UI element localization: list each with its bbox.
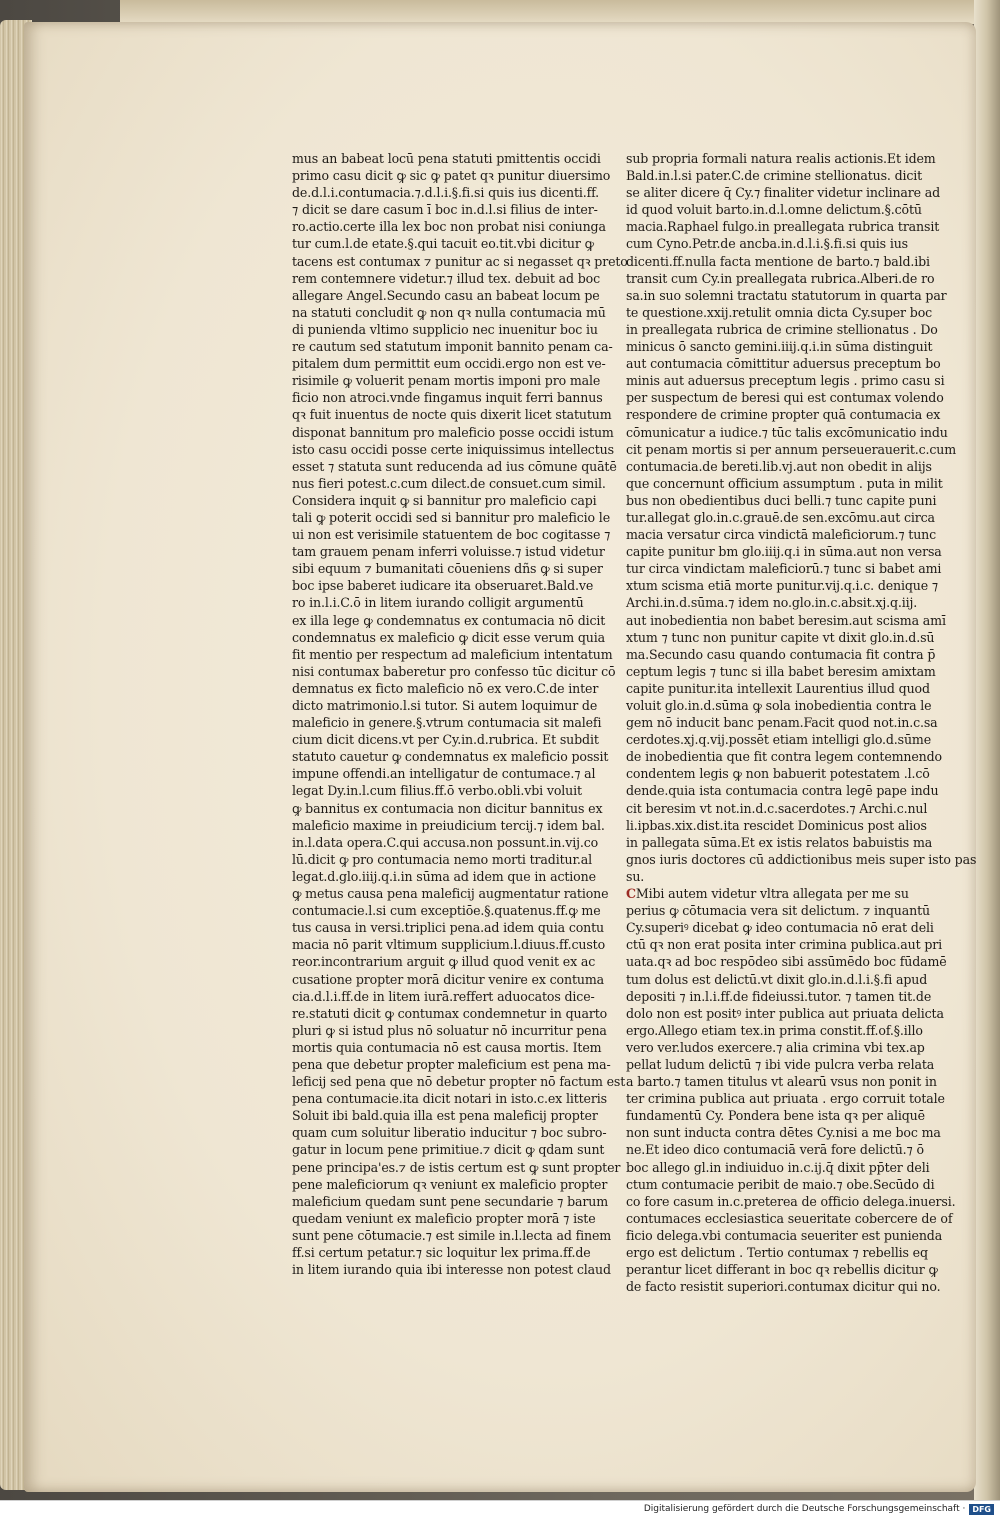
right-column-line: [626, 1193, 956, 1210]
left-column-line: [292, 902, 601, 919]
left-column-line-text: isto casu occidi posse certe iniquissimus intellectus: [292, 441, 614, 457]
right-column-line: [626, 851, 977, 868]
right-column-line: [626, 612, 946, 629]
left-column-line: [292, 612, 606, 629]
left-column-line: [292, 1124, 607, 1141]
left-column-line-text: cia.d.l.i.ff.de in litem iurā.reffert aduocatos dice-: [292, 988, 595, 1004]
right-column-line: [626, 287, 947, 304]
left-column-line-text: ex illa lege ꝙ condemnatus ex contumacia nō dicit: [292, 612, 606, 628]
right-column-line-text: pellat ludum delictū ⁊ ibi vide pulcra verba relata: [626, 1056, 935, 1072]
right-column-line-text: aut contumacia cōmittitur aduersus preceptum bo: [626, 356, 941, 372]
right-column-line: [626, 1227, 943, 1244]
left-column-line: [292, 389, 603, 406]
left-column-line: [292, 270, 600, 287]
right-column-line-text: minis aut aduersus preceptum legis . primo casu si: [626, 373, 945, 389]
right-column-line-text: voluit glo.in.d.sūma ꝙ sola inobedientia contra le: [626, 698, 932, 713]
left-column-line: [292, 218, 606, 235]
left-column-line-text: tacens est contumax ⁊ punitur ac si negasset qꝛ preto: [292, 253, 628, 269]
right-column-line: [626, 321, 938, 338]
left-column-line: [292, 321, 598, 338]
footer-credit: Digitalisierung gefördert durch die Deutsche Forschungsgemeinschaft ·: [643, 1504, 966, 1514]
right-column-line-text: capite punitur bm glo.iiij.q.i in sūma.aut non versa: [626, 544, 942, 560]
left-column-line: [292, 868, 596, 885]
left-column-line: [292, 748, 609, 765]
right-column-line-text: non sunt inducta contra dētes Cy.nisi a me boc ma: [626, 1125, 941, 1141]
left-column-line: [292, 1056, 611, 1073]
left-column-line: [292, 1141, 605, 1158]
right-column-line-text: macia versatur circa vindictā maleficiorum.⁊ tunc: [626, 527, 937, 543]
right-column-line: [626, 543, 942, 560]
right-column-line-text: sub propria formali natura realis actionis.Et idem: [626, 151, 936, 166]
left-column-line-text: pitalem dum permittit eum occidi.ergo non est ve-: [292, 356, 606, 372]
right-column-line: [626, 475, 943, 492]
right-column-line-text: cum Cyno.Petr.de ancba.in.d.l.i.§.fi.si quis ius: [626, 236, 908, 252]
left-column-line: [292, 441, 614, 458]
left-column-line-text: rem contemnere videtur.⁊ illud tex. debuit ad boc: [292, 270, 600, 286]
right-column-line: [626, 1090, 945, 1107]
right-column-line-text: tum dolus est delictū.vt dixit glo.in.d.l.i.§.fi apud: [626, 971, 928, 987]
left-column-line: [292, 834, 599, 851]
right-column-line-text: in preallegata rubrica de crimine stellionatus . Do: [626, 321, 938, 337]
right-column-line-text: macia.Raphael fulgo.in preallegata rubrica transit: [626, 219, 940, 235]
left-column-line-text: disponat bannitum pro maleficio posse occidi istum: [292, 424, 614, 440]
right-column-line-text: cit penam mortis si per annum perseuerauerit.c.cum: [626, 441, 957, 457]
left-column-line-text: ui non est verisimile statuentem de boc cogitasse ⁊: [292, 527, 611, 543]
page-top-edge: [120, 0, 1000, 24]
left-column-line-text: ro.actio.certe illa lex boc non probat nisi coniunga: [292, 219, 606, 235]
left-column-line: [292, 1261, 611, 1278]
left-column-line-text: boc ipse baberet iudicare ita obseruaret.Bald.ve: [292, 578, 594, 594]
right-column-line-text: ergo.Allego etiam tex.in prima constit.ff.of.§.illo: [626, 1022, 923, 1038]
right-column-line-text: Archi.in.d.sūma.⁊ idem no.glo.in.c.absit.xj.q.iij.: [626, 595, 918, 611]
right-column-line: [626, 1176, 935, 1193]
right-column-line-text: dicenti.ff.nulla facta mentione de barto.⁊ bald.ibi: [626, 253, 930, 269]
left-column-line: [292, 731, 599, 748]
right-column-line-text: Cy.superiꝰ dicebat ꝙ ideo contumacia nō erat deli: [626, 920, 934, 936]
text-column-left: [292, 150, 628, 1278]
right-column-line: [626, 441, 957, 458]
right-column-line-text: dolo non est positꝰ inter publica aut priuata delicta: [626, 1005, 944, 1021]
right-column-line-text: uata.qꝛ ad boc respōdeo sibi assūmēdo boc fūdamē: [626, 954, 947, 970]
right-column-line-text: ceptum legis ⁊ tunc si illa babet beresim amixtam: [626, 663, 936, 679]
right-column-line-text: fundamentū Cy. Pondera bene ista qꝛ per aliquē: [626, 1108, 925, 1124]
right-column-line: [626, 714, 938, 731]
left-column-line-text: maleficio in genere.§.vtrum contumacia sit malefi: [292, 715, 602, 731]
right-column-line: [626, 1005, 944, 1022]
right-column-line: [626, 800, 928, 817]
footer-bar: [0, 1500, 1000, 1517]
left-column-line-text: in litem iurando quia ibi interesse non potest claud: [292, 1262, 611, 1278]
left-column-line: [292, 150, 601, 167]
right-column-line: [626, 201, 922, 218]
left-column-line-text: in.l.data opera.C.qui accusa.non possunt.in.vij.co: [292, 834, 599, 850]
dfg-logo: DFG: [969, 1504, 994, 1515]
left-column-line: [292, 201, 598, 218]
left-column-line: [292, 1073, 626, 1090]
left-column-line-text: condemnatus ex maleficio ꝙ dicit esse verum quia: [292, 629, 605, 645]
left-column-line-text: tur cum.l.de etate.§.qui tacuit eo.tit.vbi dicitur ꝙ: [292, 236, 594, 252]
left-column-line: [292, 577, 594, 594]
left-column-line-text: allegare Angel.Secundo casu an babeat locum pe: [292, 287, 600, 303]
right-column-line: [626, 902, 930, 919]
right-column-line: [626, 458, 932, 475]
right-column-line-text: sa.in suo solemni tractatu statutorum in quarta par: [626, 287, 947, 303]
left-column-line: [292, 1227, 612, 1244]
right-column-line: [626, 731, 932, 748]
right-column-line: [626, 372, 945, 389]
left-column-line-text: di punienda vltimo supplicio nec inuenitur boc iu: [292, 321, 598, 337]
right-column-line: [626, 697, 932, 714]
right-column-line-text: a barto.⁊ tamen titulus vt alearū vsus non ponit in: [626, 1074, 937, 1090]
right-column-line-text: dende.quia ista contumacia contra legē pape indu: [626, 783, 939, 799]
right-column-line-text: se aliter dicere q̄ Cy.⁊ finaliter videtur inclinare ad: [626, 185, 941, 201]
right-column-line: [626, 150, 936, 167]
right-column-line: [626, 1022, 923, 1039]
left-column-line-text: macia nō parit vltimum supplicium.l.diuus.ff.custo: [292, 937, 605, 953]
right-column-line-text: de inobedientia que fit contra legem contemnendo: [626, 749, 942, 765]
right-column-line-text: ctum contumacie peribit de maio.⁊ obe.Secūdo di: [626, 1176, 935, 1192]
left-column-line-text: mus an babeat locū pena statuti pmittentis occidi: [292, 151, 601, 166]
right-column-line: [626, 971, 928, 988]
left-column-line-text: Considera inquit ꝙ si bannitur pro maleficio capi: [292, 492, 597, 508]
left-column-line-text: re.statuti dicit ꝙ contumax condemnetur in quarto: [292, 1005, 608, 1021]
right-column-line: [626, 1141, 924, 1158]
right-column-line: [626, 629, 935, 646]
left-column-line: [292, 800, 603, 817]
left-column-line: [292, 697, 598, 714]
left-column-line: [292, 765, 596, 782]
right-column-line-text: boc allego gl.in indiuiduo in.c.ij.q̄ dixit pp̄ter deli: [626, 1159, 930, 1175]
left-column-line-text: impune offendi.an intelligatur de contumace.⁊ al: [292, 766, 596, 782]
left-column-line-text: quam cum soluitur liberatio inducitur ⁊ boc subro-: [292, 1125, 607, 1141]
left-column-line-text: ficio non atroci.vnde fingamus inquit ferri bannus: [292, 390, 603, 406]
left-column-line: [292, 953, 596, 970]
right-column-line: [626, 680, 930, 697]
left-column-line-text: ꝙ metus causa pena maleficij augmentatur ratione: [292, 886, 609, 902]
left-column-line: [292, 167, 611, 184]
right-column-line-text: capite punitur.ita intellexit Laurentius illud quod: [626, 680, 930, 696]
right-column-line: [626, 218, 940, 235]
right-column-line: [626, 663, 936, 680]
left-column-line: [292, 714, 602, 731]
right-column-line: [626, 1278, 941, 1295]
left-column-line-text: pena contumacie.ita dicit notari in isto.c.ex litteris: [292, 1091, 607, 1107]
left-column-line: [292, 629, 605, 646]
left-column-line-text: sunt pene cōtumacie.⁊ est simile in.l.lecta ad finem: [292, 1227, 612, 1243]
left-column-line-text: ⁊ dicit se dare casum ī boc in.d.l.si filius de inter-: [292, 202, 598, 218]
right-column-line-text: tur circa vindictam maleficiorū.⁊ tunc si babet ami: [626, 561, 942, 577]
left-column-line-text: nus fieri potest.c.cum dilect.de consuet.cum simil.: [292, 475, 606, 491]
right-column-line: [626, 389, 944, 406]
right-column-line: [626, 184, 941, 201]
right-column-line-text: id quod voluit barto.in.d.l.omne delictum.§.cōtū: [626, 202, 922, 218]
left-column-line: [292, 1244, 591, 1261]
left-column-line-text: legat Dy.in.l.cum filius.ff.ō verbo.obli.vbi voluit: [292, 783, 582, 799]
right-column-line-text: te questione.xxij.retulit omnia dicta Cy.super boc: [626, 304, 933, 320]
right-column-line-text: contumacia.de bereti.lib.vj.aut non obedit in alijs: [626, 458, 932, 474]
right-column-line: [626, 646, 936, 663]
left-column-line: [292, 817, 605, 834]
left-column-line: [292, 782, 582, 799]
right-column-line: [626, 1039, 925, 1056]
left-column-line: [292, 304, 606, 321]
left-column-line: [292, 885, 609, 902]
right-column-line-text: co fore casum in.c.preterea de officio delega.inuersi.: [626, 1193, 956, 1209]
right-column-line-text: ficio delega.vbi contumacia seueriter est punienda: [626, 1227, 943, 1243]
left-column-line: [292, 988, 595, 1005]
left-column-line-text: lū.dicit ꝙ pro contumacia nemo morti traditur.al: [292, 851, 593, 867]
left-column-line: [292, 1022, 607, 1039]
right-column-line: [626, 594, 918, 611]
left-column-line-text: fit mentio per respectum ad maleficium intentatum: [292, 646, 613, 662]
left-column-line-text: tus causa in versi.triplici pena.ad idem quia contu: [292, 920, 604, 936]
right-column-line-text: cerdotes.xj.q.vij.possēt etiam intelligi glo.d.sūme: [626, 732, 932, 748]
right-column-line: [626, 492, 937, 509]
right-column-line-text: condentem legis ꝙ non babuerit potestatem .l.cō: [626, 766, 930, 782]
right-column-line-text: per suspectum de beresi qui est contumax volendo: [626, 390, 944, 406]
left-column-line-text: pena que debetur propter maleficium est pena ma-: [292, 1056, 611, 1072]
left-column-line-text: nisi contumax baberetur pro confesso tūc dicitur cō: [292, 663, 616, 679]
right-column-line: [626, 235, 910, 252]
left-column-line: [292, 355, 606, 372]
right-column-line: [626, 1124, 941, 1141]
left-column-line: [292, 971, 604, 988]
left-column-line: [292, 1176, 608, 1193]
right-column-line: [626, 526, 937, 543]
left-column-line: [292, 338, 613, 355]
left-column-line-text: ꝙ bannitus ex contumacia non dicitur bannitus ex: [292, 800, 603, 816]
right-column-line-text: cōmunicatur a iudice.⁊ tūc talis excōmunicatio indu: [626, 424, 948, 440]
right-column-line-text: ma.Secundo casu quando contumacia fit contra p̄: [626, 646, 936, 662]
left-column-line: [292, 1039, 602, 1056]
right-column-line: [626, 765, 930, 782]
right-column-line: [626, 936, 943, 953]
left-column-line: [292, 560, 603, 577]
right-column-line-text: ctū qꝛ non erat posita inter crimina publica.aut pri: [626, 937, 943, 953]
left-column-line-text: pene maleficiorum qꝛ veniunt ex maleficio propter: [292, 1176, 608, 1192]
right-column-line-text: perantur licet differant in boc qꝛ rebellis dicitur ꝙ: [626, 1262, 938, 1278]
right-column-line: [626, 1073, 937, 1090]
left-column-line: [292, 1159, 621, 1176]
left-column-line: [292, 1005, 608, 1022]
left-column-line: [292, 475, 606, 492]
right-column-line: [626, 509, 935, 526]
right-column-line-text: contumaces ecclesiastica seueritate cobercere de of: [626, 1210, 953, 1226]
right-column-line-text: Mibi autem videtur vltra allegata per me su: [635, 886, 909, 902]
right-column-line-text: in pallegata sūma.Et ex istis relatos babuistis ma: [626, 834, 933, 850]
left-column-line: [292, 406, 612, 423]
left-column-line-text: risimile ꝙ voluerit penam mortis imponi pro male: [292, 373, 601, 389]
left-column-line-text: leficij sed pena que nō debetur propter nō factum est: [292, 1074, 626, 1090]
right-column-line-text: depositi ⁊ in.l.i.ff.de fideiussi.tutor. ⁊ tamen tit.de: [626, 988, 932, 1004]
right-column-line: [626, 1159, 930, 1176]
left-column-line: [292, 287, 600, 304]
right-column-line: [626, 817, 927, 834]
right-column-line-text: gnos iuris doctores cū addictionibus meis super isto pas: [626, 851, 977, 867]
right-column-line: [626, 560, 942, 577]
left-column-line-text: ro in.l.i.C.ō in litem iurando colligit argumentū: [292, 595, 584, 611]
left-column-line: [292, 372, 601, 389]
right-column-line: [626, 1244, 928, 1261]
right-column-line: [626, 953, 947, 970]
left-column-line-text: legat.d.glo.iiij.q.i.in sūma ad idem que in actione: [292, 868, 596, 884]
left-column-line-text: pluri ꝙ si istud plus nō soluatur nō incurritur pena: [292, 1022, 607, 1038]
left-column-line-text: de.d.l.i.contumacia.⁊.d.l.i.§.fi.si quis ius dicenti.ff.: [292, 185, 600, 201]
left-column-line-text: reor.incontrarium arguit ꝙ illud quod venit ex ac: [292, 954, 596, 970]
left-column-line-text: maleficium quedam sunt pene secundarie ⁊ barum: [292, 1193, 608, 1209]
left-column-line-text: sibi equum ⁊ bumanitati cōueniens dñs ꝙ si super: [292, 561, 603, 577]
right-column-line: [626, 304, 933, 321]
left-column-line: [292, 919, 604, 936]
left-column-line: [292, 424, 614, 441]
right-column-line: [626, 782, 939, 799]
right-column-line-text: bus non obedientibus duci belli.⁊ tunc capite puni: [626, 492, 937, 508]
left-column-line: [292, 509, 610, 526]
left-column-line: [292, 851, 593, 868]
right-column-line-text: gem nō inducit banc penam.Facit quod not.in.c.sa: [626, 715, 938, 731]
right-column-line-text: li.ipbas.xix.dist.ita rescidet Dominicus post alios: [626, 817, 927, 833]
left-column-line: [292, 526, 611, 543]
right-column-line-text: Bald.in.l.si pater.C.de crimine stellionatus. dicit: [626, 168, 923, 184]
right-column-line: [626, 834, 933, 851]
left-column-line-text: Soluit ibi bald.quia illa est pena maleficij propter: [292, 1108, 598, 1124]
right-column-line-text: transit cum Cy.in preallegata rubrica.Alberi.de ro: [626, 270, 935, 286]
left-column-line-text: mortis quia contumacia nō est causa mortis. Item: [292, 1039, 602, 1055]
left-column-line: [292, 184, 600, 201]
right-column-line-text: perius ꝙ cōtumacia vera sit delictum. ⁊ inquantū: [626, 903, 930, 919]
left-column-line-text: ff.si certum petatur.⁊ sic loquitur lex prima.ff.de: [292, 1245, 591, 1260]
right-column-line: [626, 885, 910, 902]
left-column-line-text: dicto matrimonio.l.si tutor. Si autem loquimur de: [292, 698, 598, 713]
left-column-line: [292, 235, 594, 252]
right-column-line-text: aut inobedientia non babet beresim.aut scisma amī: [626, 612, 946, 628]
right-column-line-text: xtum ⁊ tunc non punitur capite vt dixit glo.in.d.sū: [626, 629, 935, 645]
left-column-line-text: esset ⁊ statuta sunt reducenda ad ius cōmune quātē: [292, 458, 617, 474]
left-column-line-text: qꝛ fuit inuentus de nocte quis dixerit licet statutum: [292, 407, 612, 423]
left-column-line: [292, 1210, 596, 1227]
left-column-line-text: na statuti concludit ꝙ non qꝛ nulla contumacia mū: [292, 304, 606, 320]
text-column-right: [626, 150, 977, 1295]
right-column-line-text: respondere de crimine propter quā contumacia ex: [626, 407, 941, 423]
left-column-line-text: tam grauem penam inferri voluisse.⁊ istud videtur: [292, 544, 605, 560]
right-column-line-text: minicus ō sancto gemini.iiij.q.i.in sūma distinguit: [626, 339, 933, 355]
right-column-line: [626, 424, 948, 441]
left-column-line: [292, 1107, 598, 1124]
left-column-line-text: maleficio maxime in preiudicium tercij.⁊ idem bal.: [292, 817, 605, 833]
left-column-line-text: primo casu dicit ꝙ sic ꝙ patet qꝛ punitur diuersimo: [292, 168, 611, 184]
left-column-line: [292, 594, 584, 611]
left-column-line: [292, 1193, 608, 1210]
right-column-line: [626, 1210, 953, 1227]
right-column-line: [626, 406, 941, 423]
right-column-line: [626, 355, 941, 372]
right-column-line: [626, 868, 910, 885]
left-column-line-text: contumacie.l.si cum exceptiōe.§.quatenus.ff.ꝙ me: [292, 903, 601, 919]
left-column-line-text: re cautum sed statutum imponit bannito penam ca-: [292, 339, 613, 355]
left-column-line-text: cusatione propter morā dicitur venire ex contuma: [292, 971, 604, 987]
left-column-line: [292, 936, 605, 953]
left-column-line-text: tali ꝙ poterit occidi sed si bannitur pro maleficio le: [292, 509, 610, 525]
left-column-line: [292, 543, 605, 560]
left-column-line-text: quedam veniunt ex maleficio propter morā ⁊ iste: [292, 1210, 596, 1226]
left-column-line-text: cium dicit dicens.vt per Cy.in.d.rubrica. Et subdit: [292, 732, 599, 748]
right-column-line: [626, 748, 942, 765]
right-column-line-text: xtum scisma etiā morte punitur.vij.q.i.c. denique ⁊: [626, 578, 939, 594]
right-column-line: [626, 1261, 938, 1278]
right-column-line: [626, 1107, 925, 1124]
right-column-line-text: vero ver.ludos exercere.⁊ alia crimina vbi tex.ap: [626, 1039, 925, 1055]
right-column-line-text: cit beresim vt not.in.d.c.sacerdotes.⁊ Archi.c.nul: [626, 800, 928, 816]
right-column-line-text: ter crimina publica aut priuata . ergo corruit totale: [626, 1091, 945, 1107]
right-column-line: [626, 577, 939, 594]
right-column-line-text: ne.Et ideo dico contumaciā verā fore delictū.⁊ ō: [626, 1142, 924, 1158]
left-column-line: [292, 253, 628, 270]
right-column-line: [626, 253, 930, 270]
left-column-line: [292, 1090, 607, 1107]
right-column-line: [626, 1056, 935, 1073]
left-column-line: [292, 680, 599, 697]
right-column-line: [626, 919, 934, 936]
left-column-line: [292, 646, 613, 663]
left-column-line-text: demnatus ex ficto maleficio nō ex vero.C.de inter: [292, 680, 599, 696]
right-column-line-text: que concernunt officium assumptum . puta in milit: [626, 475, 943, 491]
left-column-line: [292, 663, 616, 680]
left-column-line-text: statuto cauetur ꝙ condemnatus ex maleficio possit: [292, 749, 609, 765]
right-column-line: [626, 988, 932, 1005]
right-column-line-text: su.: [626, 868, 645, 884]
left-column-line: [292, 492, 597, 509]
right-column-line: [626, 338, 933, 355]
right-column-line-text: tur.allegat glo.in.c.grauē.de sen.excōmu.aut circa: [626, 509, 935, 525]
rubric-mark: C: [626, 886, 636, 902]
right-column-line-text: de facto resistit superiori.contumax dicitur qui no.: [626, 1279, 941, 1295]
left-column-line: [292, 458, 617, 475]
right-column-line: [626, 167, 923, 184]
right-column-line-text: ergo est delictum . Tertio contumax ⁊ rebellis eq: [626, 1245, 928, 1260]
book-edge-right: [974, 0, 1000, 1500]
right-column-line: [626, 270, 935, 287]
left-column-line-text: gatur in locum pene primitiue.⁊ dicit ꝙ qdam sunt: [292, 1142, 605, 1158]
left-column-line-text: pene principa'es.⁊ de istis certum est ꝙ sunt propter: [292, 1159, 621, 1175]
